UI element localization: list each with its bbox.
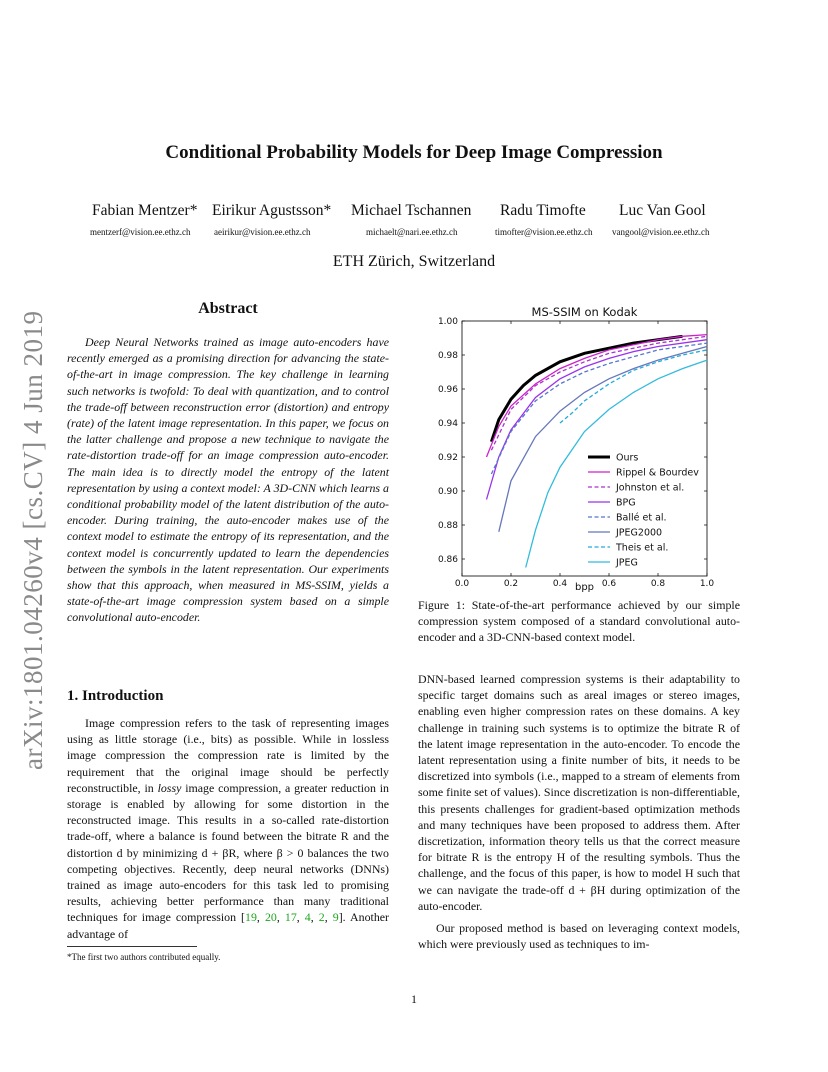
legend-label: JPEG xyxy=(616,557,638,569)
page-number: 1 xyxy=(411,992,417,1006)
y-axis-ticks xyxy=(438,317,707,565)
y-tick-label: 0.86 xyxy=(437,555,458,565)
series-line-jpeg2000 xyxy=(499,347,707,532)
x-tick-label: 1.0 xyxy=(699,579,715,589)
affiliation: ETH Zürich, Switzerland xyxy=(332,253,496,270)
body-paragraph: DNN-based learned compression systems is their adaptability to specific target domains such as areal images or stereo images, enabling even higher compression rates on these domains. A key challenge in training such systems is to optimize the bitrate R of the latent image representation in the auto-encoder. To encode the latent representation using a finite number of bits, it needs to be discretized into symbols (i.e., mapped to a stream of elements from some finite set of values). Since discretization is non-differentiable, this presents challenges for gradient-based optimization methods and many techniques have been proposed to address them. After discretization, information theory tells us that the correct measure for bitrate R is the entropy H of the resulting symbols. Thus the challenge, and the focus of this paper, is how to model H such that we can navigate the trade-off d + βH during optimization of the auto-encoder. xyxy=(418,672,740,913)
abstract-heading: Abstract xyxy=(198,300,258,317)
footnote-rule xyxy=(67,946,197,947)
legend-label: Theis et al. xyxy=(616,542,669,554)
x-tick-label: 0.2 xyxy=(503,579,519,589)
legend-label: BPG xyxy=(616,497,636,509)
series-line-ball-et-al- xyxy=(491,343,707,474)
author-name: Eirikur Agustsson* xyxy=(212,202,332,219)
body-paragraph: Our proposed method is based on leveraging context models, which were previously used as techniques to im- xyxy=(418,921,740,952)
chart-title: MS-SSIM on Kodak xyxy=(531,305,638,319)
series-line-theis-et-al- xyxy=(560,350,707,423)
legend-label: Johnston et al. xyxy=(616,482,685,494)
x-tick-label: 0.6 xyxy=(601,579,617,589)
intro-emphasis: lossy xyxy=(157,780,182,795)
intro-text-part: Image compression refers to the task of representing images using as little storage (i.e., bits) as possible. While in lossless image compression the compression rate is limited by the requirement that the original image should be perfectly reconstructible, in xyxy=(67,716,389,795)
author-email: aeirikur@vision.ee.ethz.ch xyxy=(214,227,311,237)
citation-link[interactable]: 19 xyxy=(245,910,257,925)
series-line-ours xyxy=(491,336,682,441)
citation-link[interactable]: 20 xyxy=(264,910,277,925)
ms-ssim-chart xyxy=(420,300,720,596)
y-tick-label: 0.98 xyxy=(437,351,458,361)
intro-paragraph: Image compression refers to the task of representing images using as little storage (i.e., bits) as possible. While in lossless image compression the compression rate is limited by the requirement that the original image should be perfectly reconstructible, in lossy image compression, a greater reduction in storage is enabled by allowing for some distortion in the reconstructed image. This results in a so-called rate-distortion trade-off, where a balance is found between the bitrate R and the distortion d by minimizing d + βR, where β > 0 balances the two competing objectives. Recently, deep neural networks (DNNs) trained as image auto-encoders for this task led to promising results, achieving better performance than many traditional techniques for image compression [19, 20, 17, 4, 2, 9]. Another advantage of xyxy=(67,716,390,941)
series-line-rippel-bourdev xyxy=(487,335,708,457)
y-tick-label: 1.00 xyxy=(437,317,458,327)
x-tick-label: 0.0 xyxy=(454,579,470,589)
legend-label: Ours xyxy=(616,452,639,464)
x-tick-label: 0.8 xyxy=(650,579,666,589)
author-name: Fabian Mentzer* xyxy=(92,202,198,219)
arxiv-stamp: arXiv:1801.04260v4 [cs.CV] 4 Jun 2019 xyxy=(18,310,48,770)
legend-label: JPEG2000 xyxy=(616,527,663,539)
y-tick-label: 0.96 xyxy=(437,385,458,395)
citation-link[interactable]: 17 xyxy=(284,910,297,925)
footnote: *The first two authors contributed equally. xyxy=(67,952,221,962)
y-tick-label: 0.88 xyxy=(437,521,458,531)
y-tick-label: 0.92 xyxy=(437,453,458,463)
x-axis-label: bpp xyxy=(574,582,595,593)
intro-text-part: ]. Another advantage of xyxy=(67,910,390,941)
x-tick-label: 0.4 xyxy=(552,579,568,589)
citation-link[interactable]: 9 xyxy=(332,910,339,925)
legend-label: Ballé et al. xyxy=(616,512,667,524)
section-heading: 1. Introduction xyxy=(67,688,164,704)
author-email: michaelt@nari.ee.ethz.ch xyxy=(366,227,458,237)
abstract-text: Deep Neural Networks trained as image auto-encoders have recently emerged as a promising direction for advancing the state-of-the-art in image compression. The key challenge in learning such networks is twofold: To deal with quantization, and to control the trade-off between reconstruction error (distortion) and entropy (rate) of the latent image representation. In this paper, we focus on the latter challenge and propose a new technique to navigate the rate-distortion trade-off for an image compression auto-encoder. The main idea is to directly model the entropy of the latent representation by using a context model: A 3D-CNN which learns a conditional probability model of the latent distribution of the auto-encoder. During training, the auto-encoder makes use of the context model to estimate the entropy of its representation, and the context model is concurrently updated to learn the dependencies between the symbols in the latent representation. Our experiments show that this approach, when measured in MS-SSIM, yields a state-of-the-art image compression system based on a simple convolutional auto-encoder. xyxy=(67,335,389,625)
figure-caption: Figure 1: State-of-the-art performance achieved by our simple compression system composed of a standard convolutional auto-encoder and a 3D-CNN-based context model. xyxy=(418,598,740,645)
y-tick-label: 0.94 xyxy=(437,419,458,429)
author-name: Radu Timofte xyxy=(500,202,586,219)
paper-title: Conditional Probability Models for Deep Image Compression xyxy=(165,142,663,163)
legend xyxy=(588,453,699,569)
y-tick-label: 0.90 xyxy=(437,487,458,497)
citation-link[interactable]: 2 xyxy=(318,910,325,925)
author-email: timofter@vision.ee.ethz.ch xyxy=(495,227,593,237)
author-email: mentzerf@vision.ee.ethz.ch xyxy=(90,227,191,237)
author-email: vangool@vision.ee.ethz.ch xyxy=(612,227,710,237)
plot-area xyxy=(462,321,707,576)
x-axis-ticks xyxy=(455,321,715,589)
author-name: Michael Tschannen xyxy=(351,202,472,219)
author-name: Luc Van Gool xyxy=(619,202,706,219)
legend-label: Rippel & Bourdev xyxy=(616,467,699,479)
right-column-text xyxy=(418,671,740,952)
citation-link[interactable]: 4 xyxy=(304,910,311,925)
plot-frame xyxy=(462,321,707,576)
intro-text-part: image compression, a greater reduction in storage is enabled by allowing for some distortion in the reconstructed image. This results in a so-called rate-distortion trade-off, where a balance is found between the bitrate R and the distortion d by minimizing d + βR, where β > 0 balances the two competing objectives. Recently, deep neural networks (DNNs) trained as image auto-encoders for this task led to promising results, achieving better performance than many traditional techniques for image compression [ xyxy=(67,780,389,925)
